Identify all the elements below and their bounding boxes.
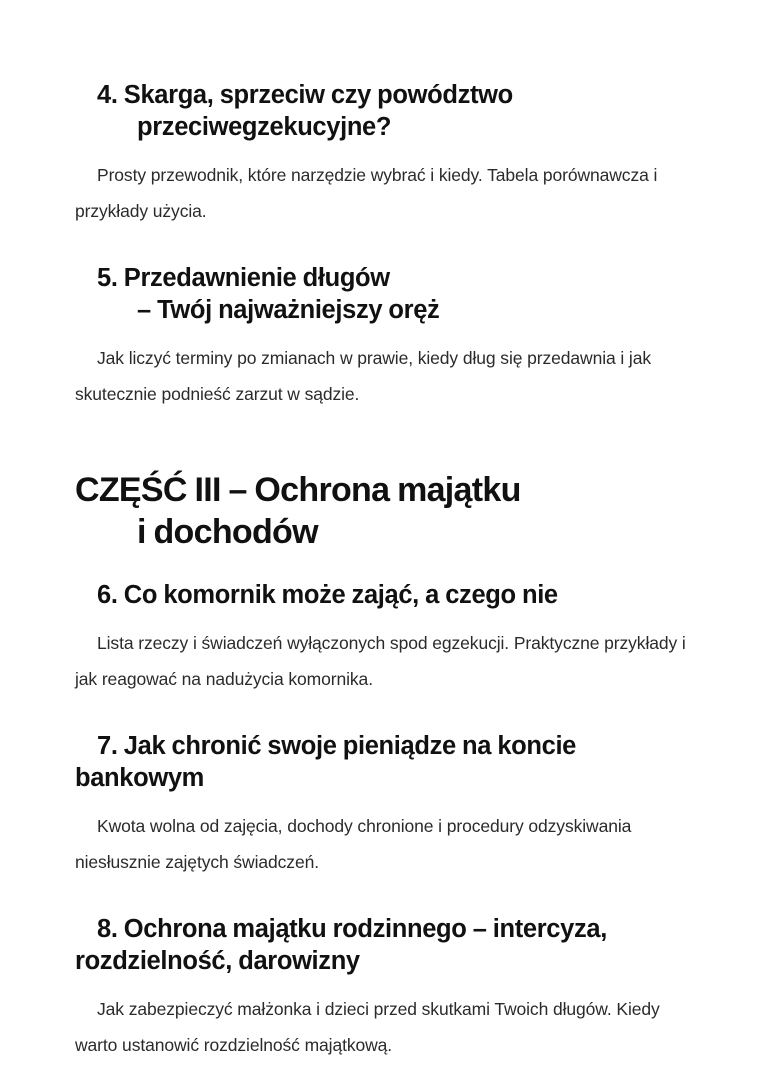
- spacer: [75, 611, 690, 625]
- section-heading-4: [75, 79, 690, 143]
- part-heading-3: [75, 469, 690, 553]
- spacer: [75, 229, 690, 262]
- spacer: [75, 977, 690, 991]
- spacer: [75, 412, 690, 469]
- section-block-7: [75, 730, 690, 880]
- part-heading-3-line2: i dochodów: [137, 513, 318, 551]
- spacer: [75, 880, 690, 913]
- section-body-8: Jak zabezpieczyć małżonka i dzieci przed skutkami Twoich długów. Kiedy warto ustanowić rozdzielność majątkową.: [75, 999, 660, 1055]
- section-heading-5: [75, 262, 690, 326]
- section-heading-4-line2: przeciwegzekucyjne?: [137, 113, 392, 141]
- spacer: [75, 553, 690, 579]
- section-block-6: [75, 579, 690, 697]
- section-heading-4-line1: 4. Skarga, sprzeciw czy powództwo: [97, 81, 513, 109]
- content-column: [75, 0, 690, 1063]
- section-body-4: Prosty przewodnik, które narzędzie wybrać i kiedy. Tabela porównawcza i przykłady użycia.: [75, 165, 658, 221]
- section-heading-5-line1: 5. Przedawnienie długów: [97, 264, 390, 292]
- section-heading-7: 7. Jak chronić swoje pieniądze na koncie bankowym: [75, 732, 577, 792]
- section-block-8: [75, 913, 690, 1063]
- section-body-7: Kwota wolna od zajęcia, dochody chronione i procedury odzyskiwania niesłusznie zajętych świadczeń.: [75, 816, 632, 872]
- part-heading-3-line1: CZĘŚĆ III – Ochrona majątku: [75, 471, 521, 509]
- section-body-5: Jak liczyć terminy po zmianach w prawie, kiedy dług się przedawnia i jak skutecznie podnieść zarzut w sądzie.: [75, 348, 652, 404]
- spacer: [75, 326, 690, 340]
- spacer: [75, 143, 690, 157]
- top-spacer: [75, 0, 690, 79]
- spacer: [75, 794, 690, 808]
- section-body-6: Lista rzeczy i świadczeń wyłączonych spod egzekucji. Praktyczne przykłady i jak reagować na nadużycia komornika.: [75, 633, 686, 689]
- section-heading-8: 8. Ochrona majątku rodzinnego – intercyza, rozdzielność, darowizny: [75, 915, 607, 975]
- spacer: [75, 697, 690, 730]
- section-heading-5-line2: – Twój najważniejszy oręż: [137, 296, 440, 324]
- section-heading-6: 6. Co komornik może zająć, a czego nie: [97, 581, 558, 609]
- section-block-5: [75, 262, 690, 412]
- section-block-4: [75, 79, 690, 229]
